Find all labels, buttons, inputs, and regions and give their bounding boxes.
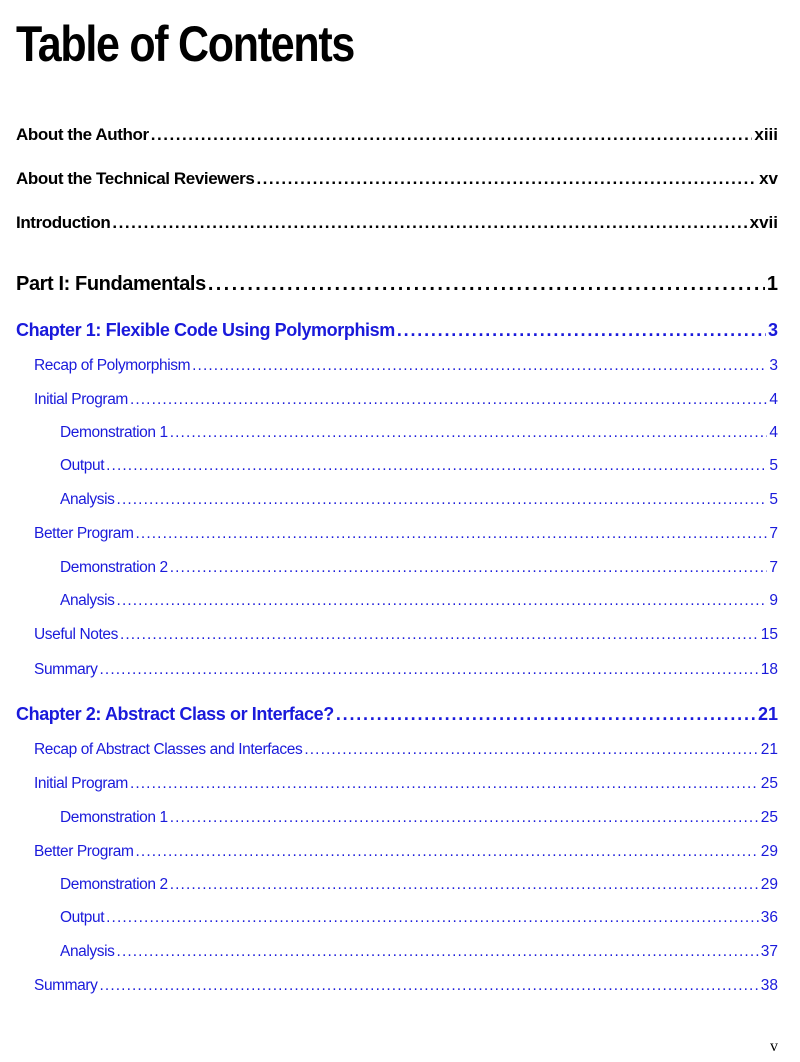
toc-entry-page: 29 bbox=[760, 876, 778, 893]
dot-leader bbox=[112, 213, 747, 233]
toc-entry-subsection[interactable] bbox=[60, 491, 778, 509]
toc-entry-section[interactable] bbox=[34, 391, 778, 409]
dot-leader bbox=[136, 525, 768, 543]
page-number: v bbox=[770, 1038, 778, 1055]
toc-entry-page: 25 bbox=[760, 809, 778, 826]
toc-entry-page: 3 bbox=[767, 320, 778, 340]
toc-entry-page: 7 bbox=[769, 525, 778, 542]
dot-leader bbox=[170, 809, 759, 827]
toc-entry-subsection[interactable] bbox=[60, 457, 778, 475]
toc-entry-page: 18 bbox=[760, 661, 778, 678]
toc-entry-label: Analysis bbox=[60, 592, 115, 609]
toc-entry-page: 5 bbox=[769, 491, 778, 508]
dot-leader bbox=[397, 320, 766, 341]
toc-entry-label: Initial Program bbox=[34, 391, 128, 408]
toc-entry-subsection[interactable] bbox=[60, 876, 778, 894]
toc-entry-label: Recap of Polymorphism bbox=[34, 357, 191, 374]
toc-entry-page: 36 bbox=[760, 909, 778, 926]
toc-entry-label: Demonstration 1 bbox=[60, 424, 168, 441]
toc-entry-about-author[interactable] bbox=[16, 125, 778, 145]
toc-entry-page: 5 bbox=[769, 457, 778, 474]
toc-entry-subsection[interactable] bbox=[60, 943, 778, 961]
dot-leader bbox=[336, 704, 756, 725]
dot-leader bbox=[170, 876, 759, 894]
toc-entry-section[interactable] bbox=[34, 741, 778, 759]
toc-entry-page: 21 bbox=[760, 741, 778, 758]
toc-entry-label: Output bbox=[60, 457, 105, 474]
toc-entry-section[interactable] bbox=[34, 357, 778, 375]
dot-leader bbox=[151, 125, 753, 145]
toc-entry-label: Better Program bbox=[34, 525, 134, 542]
toc-entry-label: About the Author bbox=[16, 125, 149, 144]
dot-leader bbox=[304, 741, 758, 759]
toc-entry-section[interactable] bbox=[34, 661, 778, 679]
toc-entry-section[interactable] bbox=[34, 525, 778, 543]
toc-entry-label: Analysis bbox=[60, 491, 115, 508]
dot-leader bbox=[130, 391, 767, 409]
toc-entry-page: 38 bbox=[760, 977, 778, 994]
toc-entry-subsection[interactable] bbox=[60, 424, 778, 442]
toc-entry-label: Summary bbox=[34, 977, 98, 994]
toc-entry-page: 4 bbox=[769, 391, 778, 408]
toc-entry-page: 29 bbox=[760, 843, 778, 860]
toc-entry-label: Introduction bbox=[16, 213, 111, 232]
dot-leader bbox=[106, 457, 767, 475]
toc-entry-section[interactable] bbox=[34, 626, 778, 644]
dot-leader bbox=[170, 424, 768, 442]
dot-leader bbox=[136, 843, 759, 861]
toc-entry-section[interactable] bbox=[34, 977, 778, 995]
dot-leader bbox=[192, 357, 767, 375]
toc-entry-label: Useful Notes bbox=[34, 626, 118, 643]
toc-entry-label: Chapter 2: Abstract Class or Interface? bbox=[16, 704, 334, 724]
toc-entry-part-1[interactable] bbox=[16, 273, 778, 296]
toc-entry-chapter-2[interactable] bbox=[16, 704, 778, 725]
toc-entry-label: Initial Program bbox=[34, 775, 128, 792]
dot-leader bbox=[170, 559, 768, 577]
dot-leader bbox=[100, 661, 759, 679]
dot-leader bbox=[208, 273, 765, 296]
toc-entry-page: 37 bbox=[760, 943, 778, 960]
dot-leader bbox=[256, 169, 757, 189]
toc-entry-label: Demonstration 2 bbox=[60, 876, 168, 893]
toc-entry-page: 21 bbox=[757, 704, 778, 724]
toc-entry-page: xv bbox=[759, 169, 778, 188]
toc-entry-subsection[interactable] bbox=[60, 559, 778, 577]
toc-entry-label: Recap of Abstract Classes and Interfaces bbox=[34, 741, 303, 758]
toc-entry-label: Better Program bbox=[34, 843, 134, 860]
toc-entry-label: Chapter 1: Flexible Code Using Polymorphism bbox=[16, 320, 395, 340]
dot-leader bbox=[100, 977, 759, 995]
toc-entry-section[interactable] bbox=[34, 775, 778, 793]
toc-entry-introduction[interactable] bbox=[16, 213, 778, 233]
dot-leader bbox=[120, 626, 759, 644]
toc-entry-page: 3 bbox=[769, 357, 778, 374]
toc-entry-subsection[interactable] bbox=[60, 809, 778, 827]
toc-entry-subsection[interactable] bbox=[60, 909, 778, 927]
toc-entry-page: xvii bbox=[749, 213, 778, 232]
toc-entry-subsection[interactable] bbox=[60, 592, 778, 610]
toc-entry-chapter-1[interactable] bbox=[16, 320, 778, 341]
toc-entry-label: Demonstration 1 bbox=[60, 809, 168, 826]
toc-entry-page: 4 bbox=[769, 424, 778, 441]
toc-entry-label: Part I: Fundamentals bbox=[16, 273, 206, 295]
toc-entry-page: xiii bbox=[754, 125, 778, 144]
toc-entry-page: 15 bbox=[760, 626, 778, 643]
toc-entry-label: Output bbox=[60, 909, 105, 926]
toc-entry-about-reviewers[interactable] bbox=[16, 169, 778, 189]
toc-entry-page: 1 bbox=[766, 273, 778, 295]
toc-entry-label: Summary bbox=[34, 661, 98, 678]
dot-leader bbox=[117, 491, 768, 509]
toc-entry-section[interactable] bbox=[34, 843, 778, 861]
toc-entry-label: Demonstration 2 bbox=[60, 559, 168, 576]
toc-entry-page: 9 bbox=[769, 592, 778, 609]
toc-entry-label: About the Technical Reviewers bbox=[16, 169, 255, 188]
dot-leader bbox=[106, 909, 759, 927]
toc-entry-page: 25 bbox=[760, 775, 778, 792]
page-title: Table of Contents bbox=[16, 16, 354, 72]
toc-entry-page: 7 bbox=[769, 559, 778, 576]
dot-leader bbox=[117, 943, 759, 961]
toc-entry-label: Analysis bbox=[60, 943, 115, 960]
dot-leader bbox=[130, 775, 759, 793]
dot-leader bbox=[117, 592, 768, 610]
